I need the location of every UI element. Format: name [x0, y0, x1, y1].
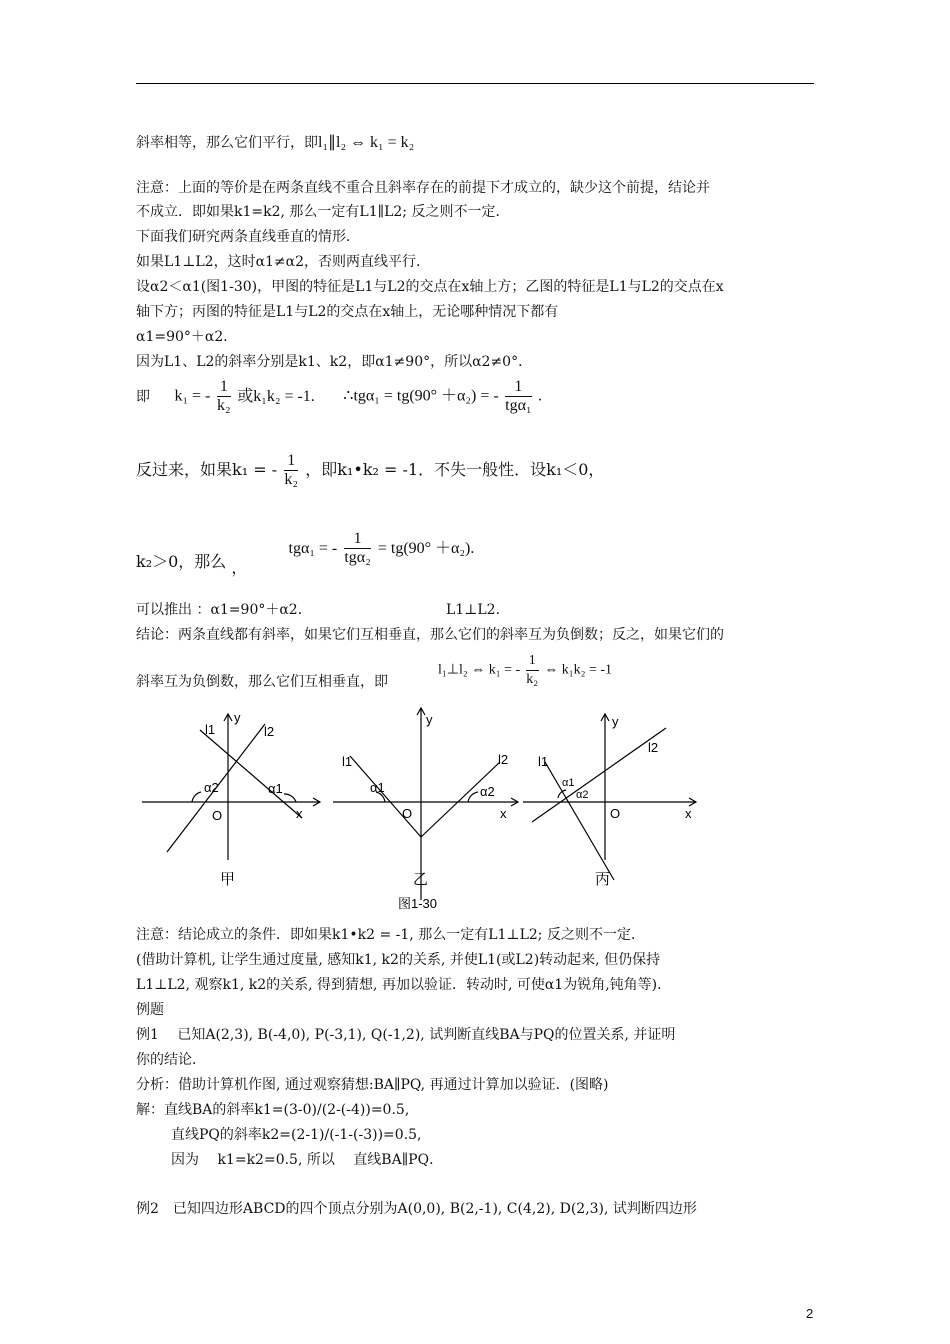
perp-intro: 下面我们研究两条直线垂直的情形．	[136, 229, 360, 245]
yi-line-l1	[350, 756, 421, 837]
concl-right: ⇔ k₁k₂ = -1	[544, 662, 613, 678]
figure-caption: 图1-30	[398, 896, 438, 911]
bing-origin-label: O	[610, 806, 621, 821]
example1-a: 例1 已知A(2,3), B(-4,0), P(-3,1), Q(-1,2), 试判断直线BA与PQ的位置关系, 并证明	[136, 1027, 676, 1043]
example1-b: 你的结论．	[136, 1052, 206, 1068]
note2: 注意：结论成立的条件．即如果k1•k2 = -1, 那么一定有L1⊥L2; 反之则不一定．	[136, 927, 645, 943]
yi-l2-label: l2	[498, 752, 509, 767]
parallel-text: 斜率相等，那么它们平行，即	[136, 135, 318, 151]
eq2-den: k₂	[284, 471, 298, 488]
deduce-b: L1⊥L2．	[446, 602, 510, 618]
alpha-relation: α1=90°＋α2．	[136, 329, 238, 345]
eq3-post: = tg(90° ＋α₂).	[377, 540, 475, 557]
equation-2	[136, 452, 604, 489]
solution-1: 解：直线BA的斜率k1=(3-0)/(2-(-4))=0.5,	[136, 1102, 410, 1118]
eq1-therefore: ∴tgα₁ = tg(90° ＋α₂) = -	[343, 387, 499, 405]
concl-num: 1	[526, 652, 539, 671]
eq3-den: tgα₂	[344, 549, 371, 566]
jia-alpha2-arc	[192, 792, 201, 802]
yi-caption: 乙	[413, 871, 429, 888]
yi-line-l2	[421, 762, 500, 837]
eq1-k1: k₁ = -	[174, 387, 211, 405]
jia-origin-label: O	[212, 808, 223, 823]
jia-alpha2-label: α2	[204, 780, 219, 795]
eq2-fraction	[284, 452, 298, 489]
jia-alpha1-label: α1	[268, 781, 283, 796]
eq1-num-2: 1	[505, 378, 531, 397]
jia-y-label: y	[234, 710, 241, 725]
header-rule	[136, 83, 814, 84]
eq1-den: k₂	[217, 397, 231, 414]
note1-line-a: 注意：上面的等价是在两条直线不重合且斜率存在的前提下才成立的，缺少这个前提，结论并	[136, 180, 710, 196]
perp-if: 如果L1⊥L2，这时α1≠α2，否则两直线平行．	[136, 254, 431, 270]
jia-caption: 甲	[220, 871, 236, 888]
conclusion-formula	[438, 652, 612, 689]
yi-y-label: y	[426, 712, 433, 727]
yi-alpha2-arc	[468, 792, 478, 802]
concl-fraction	[526, 652, 539, 689]
perp-assume-b: 轴下方；丙图的特征是L1与L2的交点在x轴上，无论哪种情况下都有	[136, 304, 559, 320]
eq1-num: 1	[217, 378, 231, 397]
eq1-fraction	[217, 378, 231, 415]
jia-l1-label: l1	[205, 722, 216, 737]
eq3-comma: ，	[231, 558, 248, 577]
bing-l1-label: l1	[538, 754, 549, 769]
bing-x-label: x	[685, 806, 692, 821]
yi-origin-label: O	[402, 806, 413, 821]
parallel-formula: l₁∥l₂ ⇔ k₁ = k₂	[318, 134, 415, 151]
computer-b: L1⊥L2, 观察k1, k2的关系, 得到猜想, 再加以验证．转动时, 可使α1为锐角,钝角等)．	[136, 977, 672, 993]
bing-caption: 丙	[595, 871, 611, 888]
parallel-line	[136, 133, 414, 153]
examples-title: 例题	[136, 1002, 164, 1018]
eq2-pre: 反过来，如果k₁ = -	[136, 460, 278, 479]
eq3-pre: k₂＞0，那么	[136, 552, 227, 571]
solution-3: 因为 k1=k2=0.5, 所以 直线BA∥PQ．	[171, 1152, 444, 1168]
yi-x-label: x	[500, 806, 507, 821]
jia-alpha1-arc	[284, 794, 296, 802]
yi-alpha2-label: α2	[480, 784, 495, 799]
yi-alpha1-label: α1	[370, 780, 385, 795]
deduce-a: 可以推出 ：α1=90°＋α2．	[136, 602, 312, 618]
bing-alpha1-label: α1	[562, 777, 575, 789]
equation-1	[136, 378, 542, 415]
deduce-line	[136, 600, 510, 620]
conclusion-a: 结论：两条直线都有斜率，如果它们互相垂直，那么它们的斜率互为负倒数；反之，如果它们的	[136, 627, 724, 643]
eq1-or: 或k₁k₂ = -1.	[237, 387, 315, 405]
eq1-ji: 即	[136, 388, 150, 405]
bing-line-l1	[545, 762, 614, 880]
eq2-num: 1	[284, 452, 298, 471]
eq1-end: .	[538, 387, 543, 405]
yi-l1-label: l1	[342, 754, 353, 769]
slope-text: 因为L1、L2的斜率分别是k1、k2，即α1≠90°，所以α2≠0°．	[136, 354, 533, 370]
solution-2: 直线PQ的斜率k2=(2-1)/(-1-(-3))=0.5,	[171, 1127, 422, 1143]
concl-den: k₂	[526, 672, 539, 687]
computer-a: (借助计算机, 让学生通过度量, 感知k1, k2的关系, 并使L1(或L2)转动起来, 但仍保持	[136, 952, 661, 968]
eq2-post: ，即k₁•k₂ = -1．不失一般性．设k₁＜0，	[305, 460, 605, 479]
bing-l2-label: l2	[648, 740, 659, 755]
bing-alpha2-label: α2	[576, 789, 589, 801]
eq3-num: 1	[344, 530, 370, 549]
eq3-fraction	[344, 530, 370, 567]
conclusion-b	[136, 672, 388, 692]
example2: 例2 已知四边形ABCD的四个顶点分别为A(0,0), B(2,-1), C(4,2), D(2,3), 试判断四边形	[136, 1201, 697, 1217]
concl-left: l₁⊥l₂ ⇔ k₁ = -	[438, 662, 521, 678]
page-number: 2	[806, 1306, 814, 1321]
note1-line-b: 不成立．即如果k1=k2, 那么一定有L1∥L2; 反之则不一定．	[136, 204, 510, 220]
eq1-den-2: tgα₁	[505, 397, 532, 414]
conclusion-b-text: 斜率互为负倒数，那么它们互相垂直，即	[136, 674, 388, 690]
figure-1-30	[130, 700, 710, 915]
perp-assume-a: 设α2＜α1(图1-30)，甲图的特征是L1与L2的交点在x轴上方；乙图的特征是L1与L2的交点在x	[136, 279, 724, 295]
analysis: 分析：借助计算机作图, 通过观察猜想:BA∥PQ, 再通过计算加以验证．(图略)	[136, 1077, 609, 1093]
eq3-mid: tgα₁ = -	[288, 540, 338, 557]
eq1-fraction-2	[505, 378, 531, 415]
bing-y-label: y	[612, 714, 619, 729]
jia-l2-label: l2	[264, 724, 275, 739]
jia-x-label: x	[296, 806, 303, 821]
equation-3	[136, 530, 475, 577]
